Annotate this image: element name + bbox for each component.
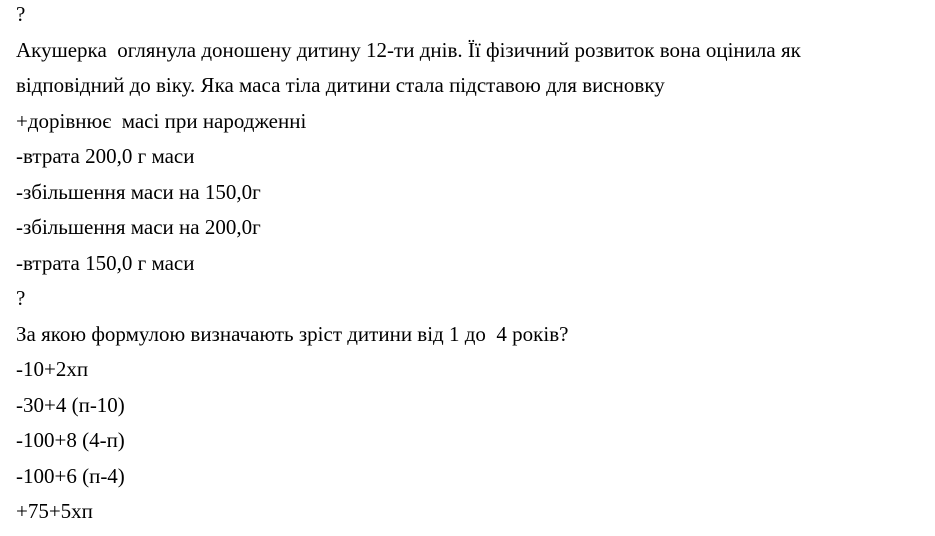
question-marker: ? (16, 286, 26, 310)
answer-option: -збільшення маси на 200,0г (16, 215, 261, 239)
answer-option: -збільшення маси на 150,0г (16, 179, 261, 204)
question-marker: ? (16, 2, 26, 26)
question-2 (16, 281, 928, 530)
answer-option: +75+5хп (16, 499, 93, 523)
question-1 (16, 0, 928, 281)
answer-option: -втрата 150,0 г маси (16, 250, 195, 275)
question-text-line: Акушерка оглянула доношену дитину 12-ти днів. Її фізичний розвиток вона оцінила як (16, 37, 801, 62)
answer-option: -10+2хп (16, 357, 89, 381)
answer-option: -втрата 200,0 г маси (16, 144, 195, 168)
answer-option: +дорівнює масі при народженні (16, 108, 307, 133)
answer-option: -100+8 (4-п) (16, 428, 125, 452)
document-body (16, 0, 928, 530)
question-text-line: За якою формулою визначають зріст дитини від 1 до 4 років? (16, 321, 569, 346)
answer-option: -30+4 (п-10) (16, 392, 125, 417)
answer-option: -100+6 (п-4) (16, 463, 125, 488)
question-text-line: відповідний до віку. Яка маса тіла дитини стала підставою для висновку (16, 73, 665, 97)
